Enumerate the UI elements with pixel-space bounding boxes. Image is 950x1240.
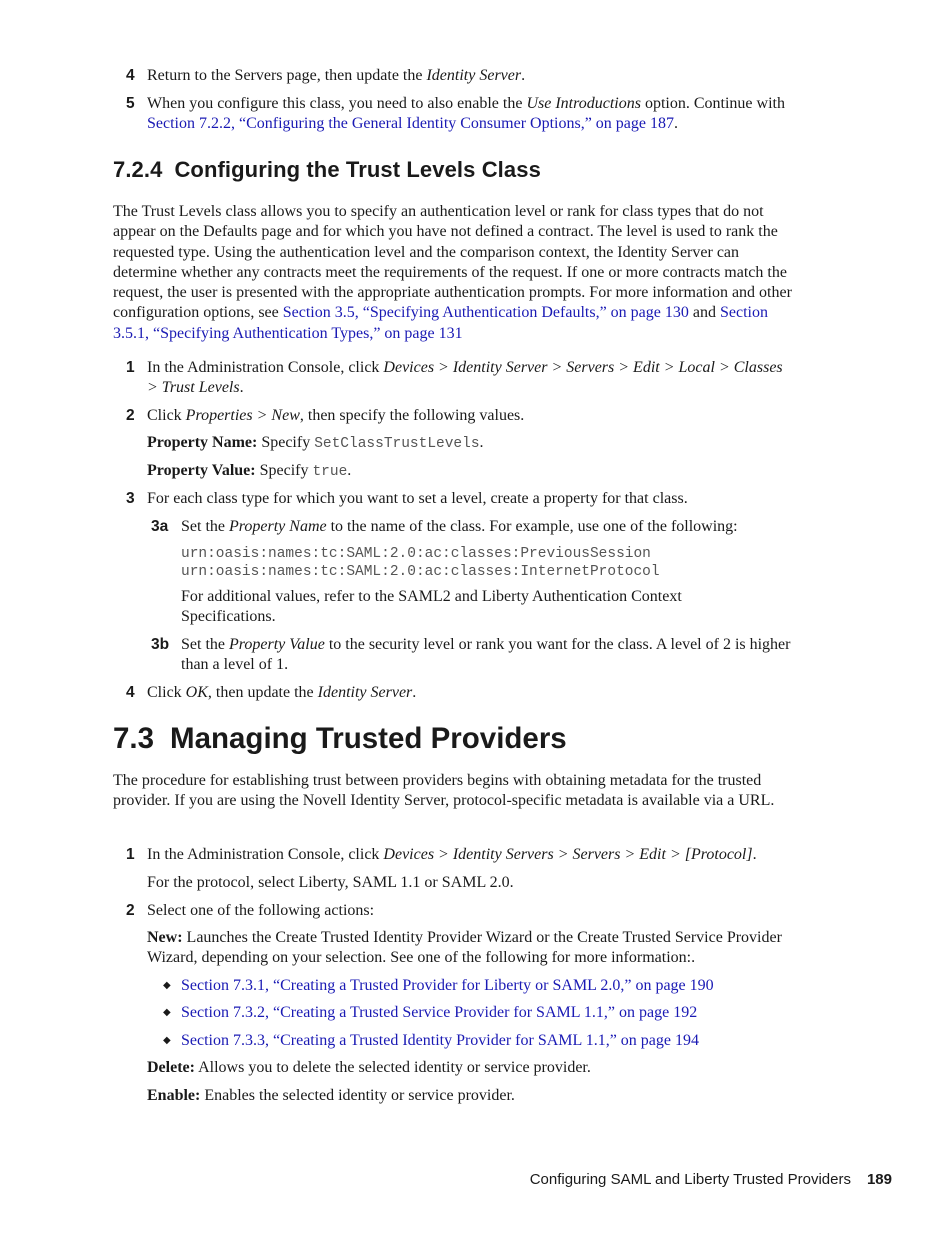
trust-step-4 (126, 683, 807, 703)
property-end: . (479, 434, 484, 451)
intro-and: and (688, 304, 720, 322)
trusted-step-1 (126, 845, 807, 865)
step-number: 1 (126, 846, 135, 863)
step-text-mid: , then update the (207, 684, 318, 701)
section-number: 7.3 (113, 722, 155, 755)
step-text: Return to the Servers page, then update the (147, 67, 427, 84)
step-text-end: . (239, 379, 244, 396)
step-text: In the Administration Console, click (147, 359, 384, 376)
trusted-step-2 (126, 901, 807, 921)
step-text: Set the (181, 636, 229, 653)
property-name-line (147, 433, 807, 454)
step-text-end: . (674, 115, 679, 132)
page-footer (530, 1171, 892, 1188)
action-label: New: (147, 929, 183, 946)
trust-step-2 (126, 406, 807, 426)
action-delete (147, 1058, 807, 1078)
class-name-code-block (181, 545, 660, 581)
step-4-top (126, 66, 807, 86)
step-number: 1 (126, 359, 135, 376)
action-text: Launches the Create Trusted Identity Provider Wizard or the Create Trusted Service Provider Wizard, depending on your selection. See one of the following for more information:. (147, 929, 782, 966)
page-number: 189 (866, 1171, 892, 1188)
intro-text: The Trust Levels class allows you to specify an authentication level or rank for class types that do not appear on the Defaults page and for which you have not defined a contract. The level is used to rank the requested type. Using the authentication level and the comparison context, the Identity Server can determine whether any contracts meet the requirements of the request. If one or more contracts match the request, the user is presented with the appropriate authentication prompts. For more information and other configuration options, see (113, 203, 792, 322)
property-value-code: true (312, 464, 348, 480)
action-new (147, 928, 797, 968)
step-text-end: to the name of the class. For example, use one of the following: (326, 518, 738, 535)
action-label: Enable: (147, 1087, 201, 1104)
note-text: For additional values, refer to the SAML2 and Liberty Authentication Context Specifications. (181, 588, 682, 625)
step-emphasis: OK (185, 684, 208, 701)
action-text: Allows you to delete the selected identity or service provider. (194, 1059, 591, 1076)
link-section-7-3-1[interactable]: Section 7.3.1, “Creating a Trusted Provider for Liberty or SAML 2.0,” on page 190 (181, 977, 714, 994)
action-enable (147, 1086, 807, 1106)
property-value-line (147, 461, 807, 482)
menu-path: Devices > Identity Server > Servers > Edit > Local > Classes > Trust Levels (147, 359, 783, 396)
step-text: Click (147, 684, 186, 701)
step-number: 4 (126, 684, 135, 701)
link-section-3-5[interactable]: Section 3.5, “Specifying Authentication Defaults,” on page 130 (282, 304, 689, 322)
bullet-icon: ◆ (163, 1035, 171, 1046)
trusted-step-1-note (147, 873, 807, 893)
property-text: Specify (257, 434, 315, 451)
step-text: For each class type for which you want to set a level, create a property for that class. (147, 490, 688, 507)
step-emphasis: Identity Server (317, 684, 413, 701)
section-number: 7.2.4 (113, 157, 163, 182)
section-title: Configuring the Trust Levels Class (174, 157, 541, 182)
footer-title: Configuring SAML and Liberty Trusted Providers (529, 1171, 851, 1188)
property-name-label: Property Name: (147, 434, 258, 451)
step-emphasis: Use Introductions (526, 95, 641, 112)
link-section-7-3-3[interactable]: Section 7.3.3, “Creating a Trusted Identity Provider for SAML 1.1,” on page 194 (181, 1032, 699, 1049)
intro-text: The procedure for establishing trust between providers begins with obtaining metadata for the trusted provider. If you are using the Novell Identity Server, protocol-specific metadata is available via a URL. (113, 772, 775, 810)
note-text: For the protocol, select Liberty, SAML 1.1 or SAML 2.0. (147, 874, 514, 891)
step-text: In the Administration Console, click (147, 846, 384, 863)
section-7-2-4-intro (113, 202, 793, 344)
list-item (163, 976, 714, 996)
step-text: Set the (181, 518, 229, 535)
step-text-end: . (521, 67, 526, 84)
link-section-7-3-2[interactable]: Section 7.3.2, “Creating a Trusted Service Provider for SAML 1.1,” on page 192 (181, 1004, 698, 1021)
step-text: Click (147, 407, 186, 424)
menu-path: Devices > Identity Servers > Servers > Edit > [Protocol] (383, 846, 753, 863)
trust-step-1 (126, 358, 787, 398)
code-line: urn:oasis:names:tc:SAML:2.0:ac:classes:PreviousSession (181, 546, 651, 562)
step-text-mid: option. Continue with (640, 95, 785, 112)
step-number: 3 (126, 490, 135, 507)
action-text: Enables the selected identity or service provider. (200, 1087, 515, 1104)
step-3a-note (181, 587, 741, 627)
code-line: urn:oasis:names:tc:SAML:2.0:ac:classes:InternetProtocol (181, 564, 660, 580)
property-name-code: SetClassTrustLevels (314, 436, 480, 452)
property-text: Specify (255, 462, 313, 479)
step-text: When you configure this class, you need to also enable the (147, 95, 527, 112)
link-section-7-2-2[interactable]: Section 7.2.2, “Configuring the General Identity Consumer Options,” on page 187 (147, 115, 675, 132)
step-number: 3b (151, 636, 170, 653)
step-emphasis: Identity Server (426, 67, 522, 84)
step-text-end: . (752, 846, 757, 863)
step-text-end: , then specify the following values. (299, 407, 525, 424)
step-number: 5 (126, 95, 135, 112)
step-number: 2 (126, 407, 135, 424)
step-text-end: to the security level or rank you want for the class. A level of 2 is higher than a level of 1. (181, 636, 791, 673)
step-number: 2 (126, 902, 135, 919)
step-number: 3a (151, 518, 169, 535)
action-label: Delete: (147, 1059, 195, 1076)
trust-step-3a (151, 517, 801, 537)
bullet-icon: ◆ (163, 980, 171, 991)
step-emphasis: Property Value (229, 636, 325, 653)
property-end: . (347, 462, 352, 479)
list-item (163, 1031, 699, 1051)
link-section-3-5-1[interactable]: Section 3.5.1, “Specifying Authentication Types,” on page 131 (113, 304, 768, 342)
section-title: Managing Trusted Providers (170, 722, 567, 755)
list-item (163, 1003, 698, 1023)
bullet-icon: ◆ (163, 1007, 171, 1018)
step-number: 4 (126, 67, 135, 84)
property-value-label: Property Value: (147, 462, 256, 479)
section-heading-7-2-4 (113, 157, 541, 183)
trust-step-3 (126, 489, 807, 509)
step-text-end: . (412, 684, 417, 701)
section-7-3-intro (113, 771, 793, 812)
section-heading-7-3 (113, 722, 567, 756)
step-text: Select one of the following actions: (147, 902, 375, 919)
trust-step-3b (151, 635, 796, 675)
menu-path: Properties > New (185, 407, 300, 424)
step-emphasis: Property Name (229, 518, 327, 535)
step-5-top (126, 94, 797, 134)
